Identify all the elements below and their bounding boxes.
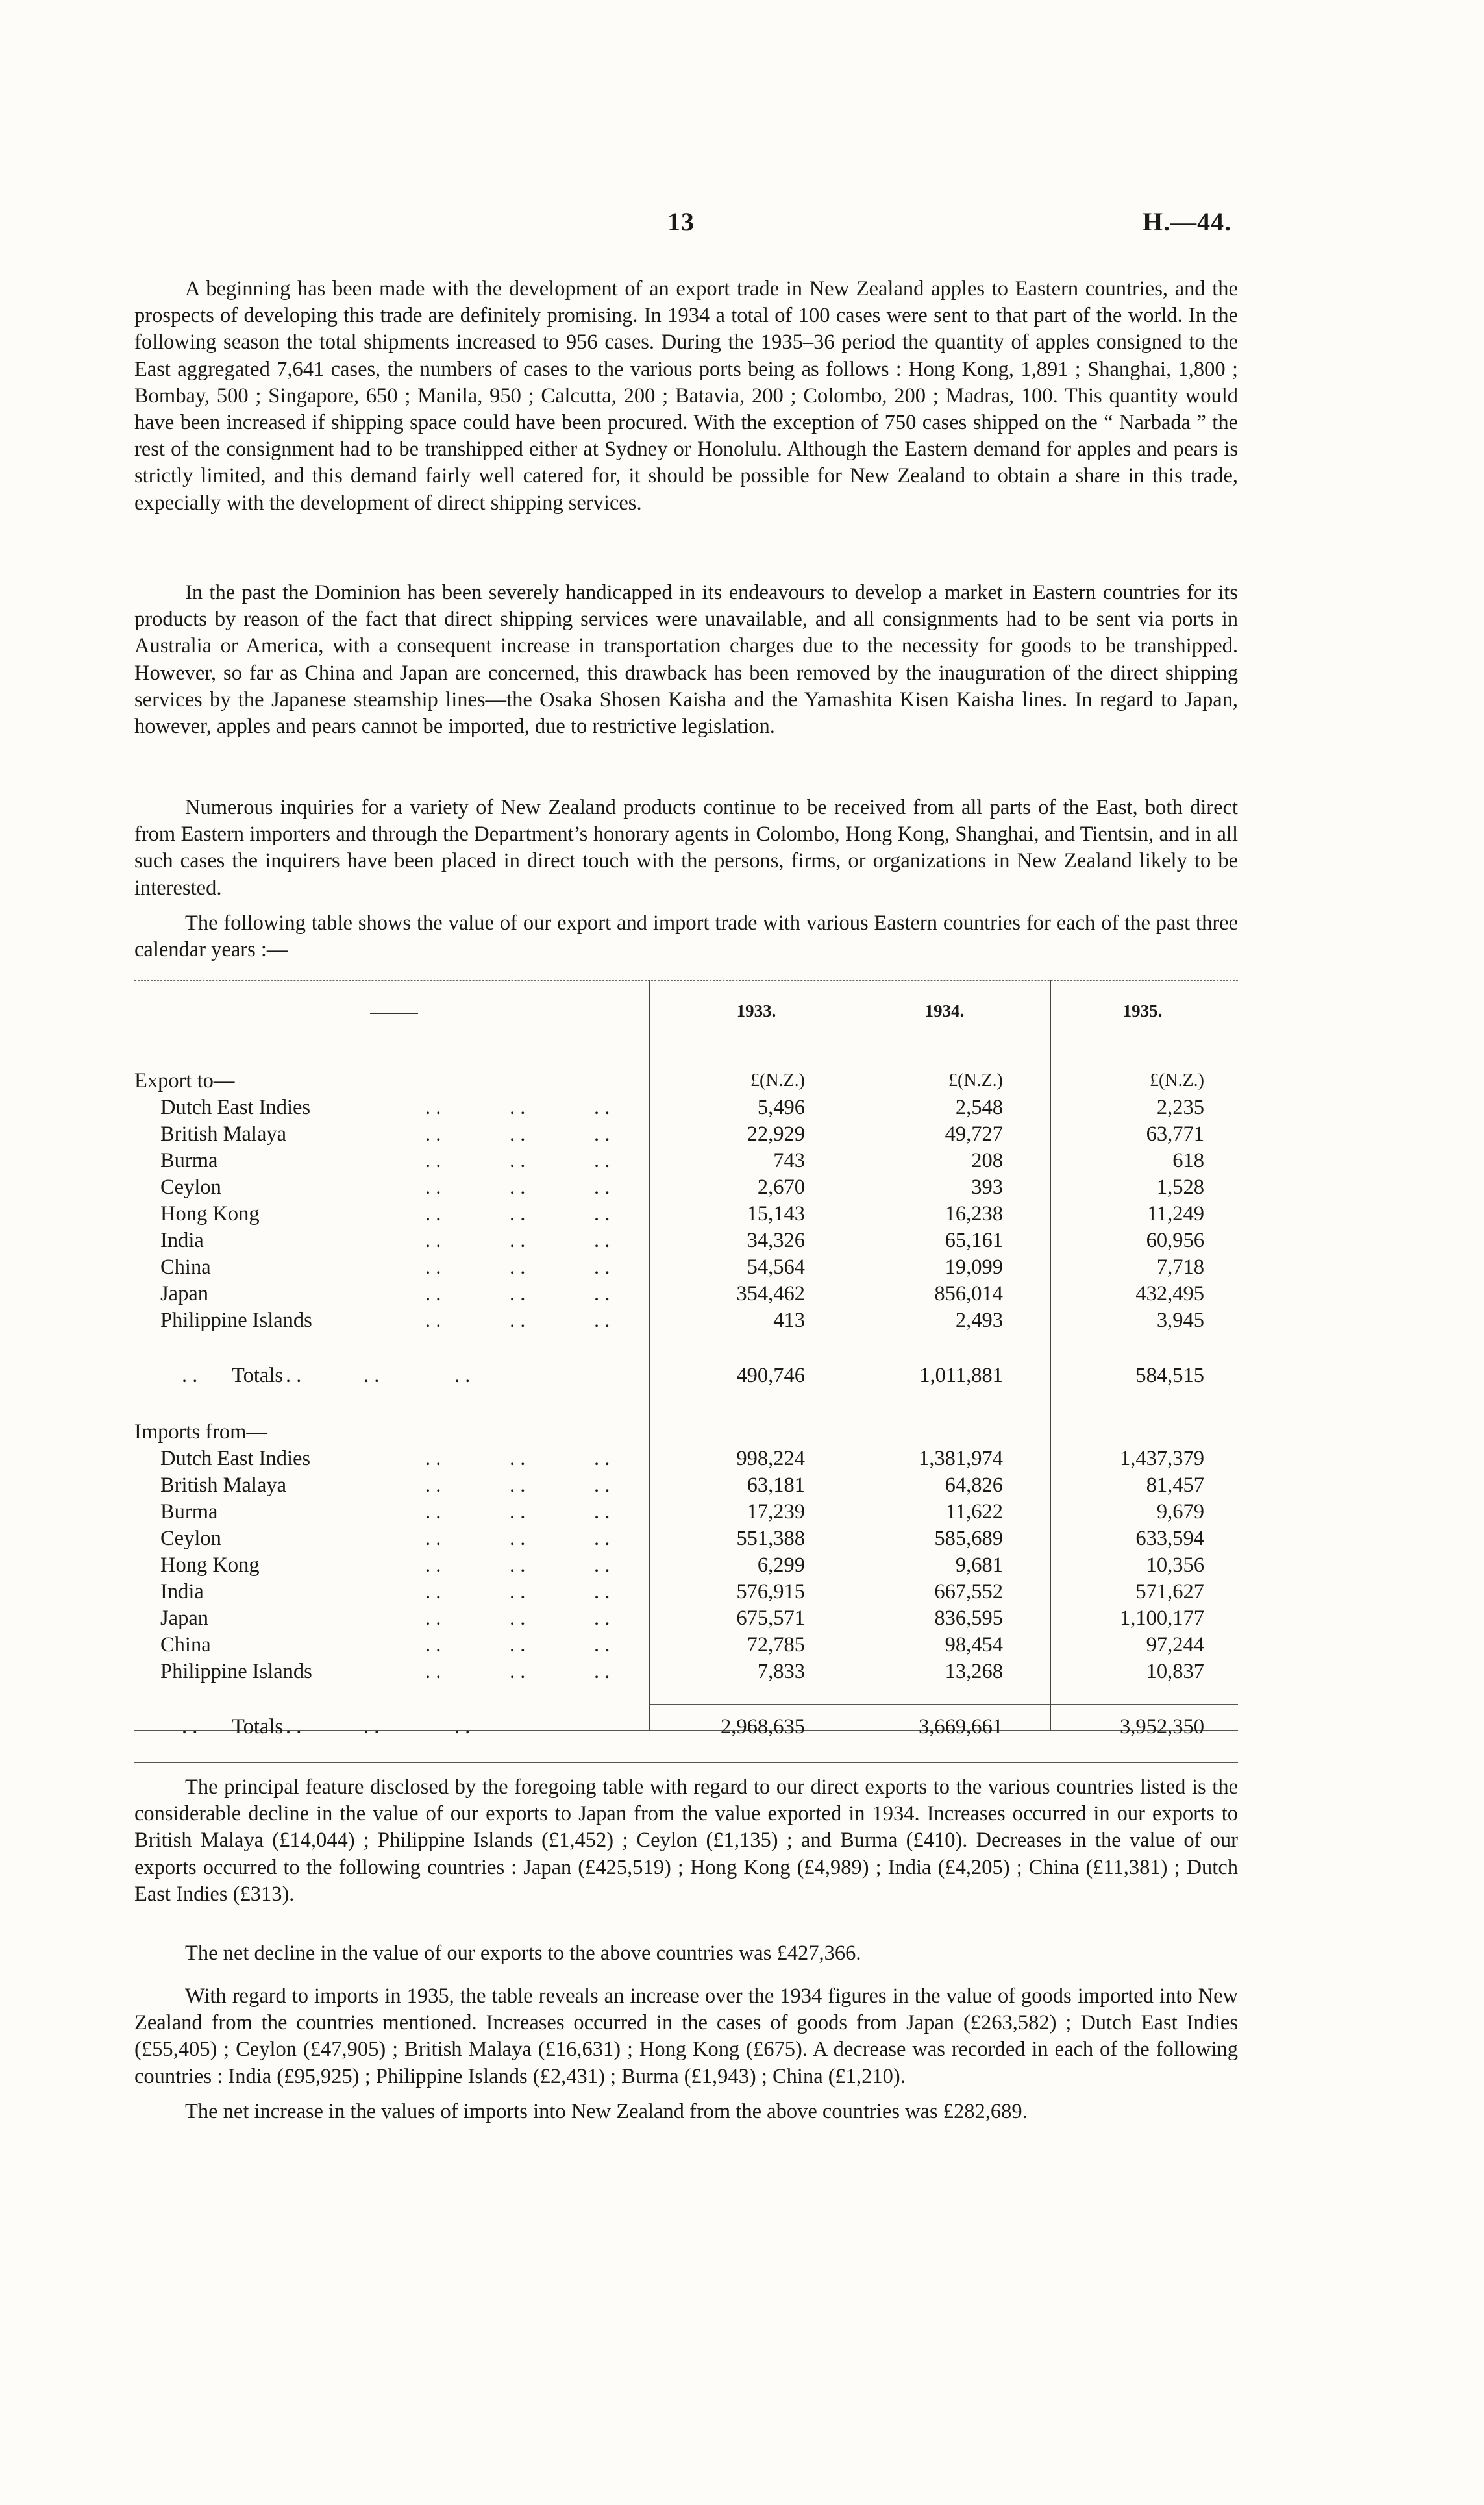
leader-dot: . . xyxy=(510,1282,526,1305)
leader-dot: . . xyxy=(594,1474,610,1497)
value-1935: 432,495 xyxy=(1135,1282,1204,1305)
country-name: Burma xyxy=(160,1149,218,1172)
value-1934: 3,669,661 xyxy=(919,1715,1003,1738)
table-row xyxy=(134,1122,1238,1149)
value-1935: 97,244 xyxy=(1146,1633,1204,1657)
paragraph-text: Numerous inquiries for a variety of New Zealand products continue to be received from all parts of the East, both direct from Eastern importers and through the Department’s honorary agents in Colombo, Hong Kong, Shanghai, and Tientsin, and in all such cases the inquirers have been placed in direct touch with the persons, firms, or organizations in New Zealand likely to be interested. xyxy=(134,796,1238,900)
leader-dot: . . xyxy=(364,1715,380,1738)
value-1935: 584,515 xyxy=(1135,1364,1204,1387)
country-name: Japan xyxy=(160,1282,208,1305)
table-row xyxy=(134,1500,1238,1527)
table-row xyxy=(134,1553,1238,1580)
value-1934: 98,454 xyxy=(945,1633,1003,1657)
value-1935: 3,952,350 xyxy=(1120,1715,1204,1738)
table-row xyxy=(134,1202,1238,1229)
leader-dot: . . xyxy=(510,1500,526,1524)
value-1935: 2,235 xyxy=(1156,1096,1204,1119)
leader-dot: . . xyxy=(510,1633,526,1657)
leader-dot: . . xyxy=(594,1633,610,1657)
value-1935: 618 xyxy=(1172,1149,1204,1172)
leader-dot: . . xyxy=(594,1527,610,1550)
table-row xyxy=(134,1660,1238,1686)
value-1933: 6,299 xyxy=(757,1553,805,1577)
value-1933: 63,181 xyxy=(747,1474,805,1497)
leader-dots xyxy=(134,1474,641,1500)
table-row xyxy=(134,1255,1238,1282)
value-1935: 81,457 xyxy=(1146,1474,1204,1497)
leader-dot: . . xyxy=(594,1580,610,1603)
unit-label: £(N.Z.) xyxy=(1150,1070,1204,1091)
leader-dots xyxy=(134,1660,641,1686)
totals-label: Totals xyxy=(232,1364,283,1387)
paragraph-export-summary xyxy=(134,1774,1238,1908)
value-1935: 1,100,177 xyxy=(1120,1607,1204,1630)
value-1935: 1,528 xyxy=(1156,1176,1204,1199)
table-row xyxy=(134,1447,1238,1474)
value-1933: 72,785 xyxy=(747,1633,805,1657)
value-1933: 576,915 xyxy=(736,1580,805,1603)
leader-dot: . . xyxy=(594,1122,610,1146)
unit-label: £(N.Z.) xyxy=(948,1070,1003,1091)
value-1934: 1,381,974 xyxy=(919,1447,1003,1470)
import-heading: Imports from— xyxy=(134,1420,267,1444)
value-1935: 3,945 xyxy=(1156,1309,1204,1332)
leader-dot: . . xyxy=(510,1660,526,1683)
value-1935: 9,679 xyxy=(1156,1500,1204,1524)
country-name: Dutch East Indies xyxy=(160,1447,311,1470)
value-1935: 10,356 xyxy=(1146,1553,1204,1577)
paragraph-net-export-decline xyxy=(134,1940,1238,1967)
leader-dot: . . xyxy=(425,1149,441,1172)
table-row xyxy=(134,1633,1238,1660)
leader-dots xyxy=(134,1553,641,1580)
value-1934: 585,689 xyxy=(934,1527,1003,1550)
value-1934: 11,622 xyxy=(945,1500,1003,1524)
leader-dots xyxy=(134,1229,641,1255)
value-1933: 2,968,635 xyxy=(721,1715,805,1738)
paragraph-text: In the past the Dominion has been severely handicapped in its endeavours to develop a market in Eastern countries for its products by reason of the fact that direct shipping services were unavailable, and all consignments had to be sent via ports in Australia or America, with a consequent increase in transportation charges due to the necessity for goods to be transhipped. However, so far as China and Japan are concerned, this drawback has been removed by the inauguration of the direct shipping services by the Japanese steamship lines—the Osaka Shosen Kaisha and the Yamashita Kisen Kaisha lines. In regard to Japan, however, apples and pears cannot be imported, due to restrictive legislation. xyxy=(134,581,1238,739)
country-name: British Malaya xyxy=(160,1122,287,1146)
country-name: Philippine Islands xyxy=(160,1309,312,1332)
leader-dot: . . xyxy=(425,1553,441,1577)
leader-dot: . . xyxy=(594,1660,610,1683)
country-name: Philippine Islands xyxy=(160,1660,312,1683)
value-1933: 17,239 xyxy=(747,1500,805,1524)
paragraph-import-summary xyxy=(134,1983,1238,2090)
country-name: Ceylon xyxy=(160,1527,221,1550)
leader-dot: . . xyxy=(510,1096,526,1119)
value-1934: 16,238 xyxy=(945,1202,1003,1226)
value-1933: 7,833 xyxy=(757,1660,805,1683)
document-code: H.—44. xyxy=(1143,207,1232,236)
country-name: China xyxy=(160,1633,211,1657)
table-end-rule xyxy=(134,1762,1238,1763)
value-1934: 208 xyxy=(971,1149,1003,1172)
leader-dots xyxy=(134,1096,641,1122)
value-1933: 5,496 xyxy=(757,1096,805,1119)
leader-dot: . . xyxy=(425,1282,441,1305)
country-name: India xyxy=(160,1229,204,1252)
leader-dot: . . xyxy=(510,1580,526,1603)
leader-dot: . . xyxy=(510,1527,526,1550)
paragraph-inquiries xyxy=(134,795,1238,902)
leader-dots xyxy=(134,1309,641,1335)
leader-dot: . . xyxy=(594,1607,610,1630)
export-heading: Export to— xyxy=(134,1069,235,1092)
value-1933: 490,746 xyxy=(736,1364,805,1387)
leader-dot: . . xyxy=(425,1122,441,1146)
leader-dot: . . xyxy=(510,1607,526,1630)
value-1934: 667,552 xyxy=(934,1580,1003,1603)
value-1934: 1,011,881 xyxy=(919,1364,1003,1387)
value-1934: 19,099 xyxy=(945,1255,1003,1279)
leader-dot: . . xyxy=(425,1447,441,1470)
leader-dot: . . xyxy=(364,1364,380,1387)
paragraph-shipping-handicap xyxy=(134,580,1238,740)
country-name: Hong Kong xyxy=(160,1553,260,1577)
leader-dots xyxy=(134,1500,641,1527)
leader-dot: . . xyxy=(425,1660,441,1683)
value-1935: 633,594 xyxy=(1135,1527,1204,1550)
value-1934: 856,014 xyxy=(934,1282,1003,1305)
paragraph-text: The principal feature disclosed by the foregoing table with regard to our direct exports to the various countries listed is the considerable decline in the value of our exports to Japan from the value exported in 1934. Increases occurred in our exports to British Malaya (£14,044) ; Philippine Islands (£1,452) ; Ceylon (£1,135) ; and Burma (£410). Decreases in the value of our exports occurred to the following countries : Japan (£425,519) ; Hong Kong (£4,989) ; India (£4,205) ; China (£11,381) ; Dutch East Indies (£313). xyxy=(134,1775,1238,1906)
leader-dot: . . xyxy=(425,1309,441,1332)
value-1933: 675,571 xyxy=(736,1607,805,1630)
table-row xyxy=(134,1309,1238,1335)
leader-dot: . . xyxy=(425,1500,441,1524)
leader-dots xyxy=(134,1202,641,1229)
leader-dot: . . xyxy=(425,1633,441,1657)
leader-dots xyxy=(134,1364,641,1390)
value-1935: 571,627 xyxy=(1135,1580,1204,1603)
value-1933: 34,326 xyxy=(747,1229,805,1252)
value-1934: 2,548 xyxy=(955,1096,1003,1119)
leader-dot: . . xyxy=(425,1202,441,1226)
leader-dot: . . xyxy=(425,1176,441,1199)
table-row xyxy=(134,1096,1238,1122)
paragraph-text: With regard to imports in 1935, the table reveals an increase over the 1934 figures in the value of goods imported into New Zealand from the countries mentioned. Increases occurred in the cases of goods from Japan (£263,582) ; Dutch East Indies (£55,405) ; Ceylon (£47,905) ; British Malaya (£16,631) ; Hong Kong (£675). A decrease was recorded in each of the following countries : India (£95,925) ; Philippine Islands (£2,431) ; Burma (£1,943) ; China (£1,210). xyxy=(134,1984,1238,2088)
column-header-1933: 1933. xyxy=(736,1001,776,1020)
value-1935: 11,249 xyxy=(1146,1202,1204,1226)
leader-dot: . . xyxy=(510,1255,526,1279)
paragraph-text: A beginning has been made with the development of an export trade in New Zealand apples to Eastern countries, and the prospects of developing this trade are definitely promising. In 1934 a total of 100 cases were sent to that part of the world. In the following season the total shipments increased to 956 cases. During the 1935–36 period the quantity of apples consigned to the East aggregated 7,641 cases, the numbers of cases to the various ports being as follows : Hong Kong, 1,891 ; Shanghai, 1,800 ; Bombay, 500 ; Singapore, 650 ; Manila, 950 ; Calcutta, 200 ; Batavia, 200 ; Colombo, 200 ; Madras, 100. This quantity would have been increased if shipping space could have been procured. With the exception of 750 cases shipped on the “ Narbada ” the rest of the consignment had to be transhipped either at Sydney or Honolulu. Although the Eastern demand for apples and pears is strictly limited, and this demand fairly well catered for, it should be possible for New Zealand to obtain a share in this trade, expecially with the development of direct shipping services. xyxy=(134,277,1238,515)
table-row xyxy=(134,1176,1238,1202)
column-header-1935: 1935. xyxy=(1122,1001,1163,1020)
leader-dot: . . xyxy=(510,1122,526,1146)
value-1933: 54,564 xyxy=(747,1255,805,1279)
country-name: Burma xyxy=(160,1500,218,1524)
value-1934: 393 xyxy=(971,1176,1003,1199)
leader-dot: . . xyxy=(594,1096,610,1119)
country-name: Japan xyxy=(160,1607,208,1630)
leader-dot: . . xyxy=(594,1282,610,1305)
value-1934: 64,826 xyxy=(945,1474,1003,1497)
value-1933: 551,388 xyxy=(736,1527,805,1550)
leader-dot: . . xyxy=(286,1715,302,1738)
leader-dot: . . xyxy=(594,1500,610,1524)
country-name: Ceylon xyxy=(160,1176,221,1199)
leader-dots xyxy=(134,1527,641,1553)
value-1934: 9,681 xyxy=(955,1553,1003,1577)
leader-dot: . . xyxy=(594,1202,610,1226)
table-row xyxy=(134,1527,1238,1553)
leader-dot: . . xyxy=(454,1715,471,1738)
leader-dot: . . xyxy=(594,1553,610,1577)
value-1935: 1,437,379 xyxy=(1120,1447,1204,1470)
column-header-1934: 1934. xyxy=(924,1001,965,1020)
country-name: India xyxy=(160,1580,204,1603)
unit-label: £(N.Z.) xyxy=(750,1070,805,1091)
leader-dot: . . xyxy=(425,1096,441,1119)
totals-label: Totals xyxy=(232,1715,283,1738)
paragraph-text: The following table shows the value of our export and import trade with various Eastern countries for each of the past three calendar years :— xyxy=(134,911,1238,962)
leader-dot: . . xyxy=(510,1176,526,1199)
leader-dots xyxy=(134,1633,641,1660)
leader-dot: . . xyxy=(594,1176,610,1199)
leader-dot: . . xyxy=(594,1447,610,1470)
leader-dots xyxy=(134,1176,641,1202)
value-1935: 60,956 xyxy=(1146,1229,1204,1252)
country-name: Hong Kong xyxy=(160,1202,260,1226)
table-row xyxy=(134,1580,1238,1607)
leader-dots xyxy=(134,1122,641,1149)
value-1935: 7,718 xyxy=(1156,1255,1204,1279)
import-totals-rule xyxy=(649,1704,1238,1705)
table-row xyxy=(134,1474,1238,1500)
leader-dots xyxy=(134,1447,641,1474)
table-row xyxy=(134,1607,1238,1633)
table-row xyxy=(134,1229,1238,1255)
value-1935: 10,837 xyxy=(1146,1660,1204,1683)
value-1934: 65,161 xyxy=(945,1229,1003,1252)
leader-dot: . . xyxy=(425,1229,441,1252)
value-1934: 836,595 xyxy=(934,1607,1003,1630)
leader-dot: . . xyxy=(594,1149,610,1172)
leader-dot: . . xyxy=(425,1255,441,1279)
value-1934: 13,268 xyxy=(945,1660,1003,1683)
leader-dot: . . xyxy=(510,1229,526,1252)
paragraph-net-import-increase xyxy=(134,2099,1238,2125)
leader-dots xyxy=(134,1255,641,1282)
leader-dot: . . xyxy=(510,1309,526,1332)
value-1933: 743 xyxy=(773,1149,805,1172)
table-row xyxy=(134,1149,1238,1176)
value-1933: 998,224 xyxy=(736,1447,805,1470)
value-1933: 354,462 xyxy=(736,1282,805,1305)
leader-dot: . . xyxy=(594,1255,610,1279)
leader-dot: . . xyxy=(510,1474,526,1497)
table-top-rule xyxy=(134,980,1238,981)
leader-dot: . . xyxy=(182,1715,198,1738)
leader-dots xyxy=(134,1149,641,1176)
leader-dot: . . xyxy=(182,1364,198,1387)
leader-dot: . . xyxy=(510,1447,526,1470)
value-1933: 2,670 xyxy=(757,1176,805,1199)
leader-dot: . . xyxy=(510,1202,526,1226)
value-1935: 63,771 xyxy=(1146,1122,1204,1146)
leader-dot: . . xyxy=(425,1607,441,1630)
leader-dot: . . xyxy=(510,1553,526,1577)
leader-dot: . . xyxy=(425,1580,441,1603)
value-1934: 49,727 xyxy=(945,1122,1003,1146)
value-1933: 413 xyxy=(773,1309,805,1332)
paragraph-table-intro xyxy=(134,910,1238,963)
paragraph-apple-exports xyxy=(134,276,1238,517)
country-name: Dutch East Indies xyxy=(160,1096,311,1119)
leader-dot: . . xyxy=(594,1229,610,1252)
leader-dots xyxy=(134,1282,641,1309)
leader-dot: . . xyxy=(454,1364,471,1387)
country-name: China xyxy=(160,1255,211,1279)
table-row xyxy=(134,1282,1238,1309)
value-1933: 15,143 xyxy=(747,1202,805,1226)
leader-dots xyxy=(134,1580,641,1607)
export-totals-row xyxy=(134,1364,1238,1390)
page-number: 13 xyxy=(667,207,695,236)
value-1934: 2,493 xyxy=(955,1309,1003,1332)
leader-dot: . . xyxy=(425,1474,441,1497)
import-totals-row xyxy=(134,1715,1238,1742)
value-1933: 22,929 xyxy=(747,1122,805,1146)
leader-dot: . . xyxy=(594,1309,610,1332)
stub-head-dash xyxy=(370,1013,418,1014)
paragraph-text: The net decline in the value of our exports to the above countries was £427,366. xyxy=(185,1942,861,1965)
country-name: British Malaya xyxy=(160,1474,287,1497)
leader-dots xyxy=(134,1607,641,1633)
paragraph-text: The net increase in the values of imports into New Zealand from the above countries was £282,689. xyxy=(185,2100,1028,2123)
leader-dot: . . xyxy=(425,1527,441,1550)
leader-dot: . . xyxy=(510,1149,526,1172)
leader-dots xyxy=(134,1715,641,1742)
leader-dot: . . xyxy=(286,1364,302,1387)
